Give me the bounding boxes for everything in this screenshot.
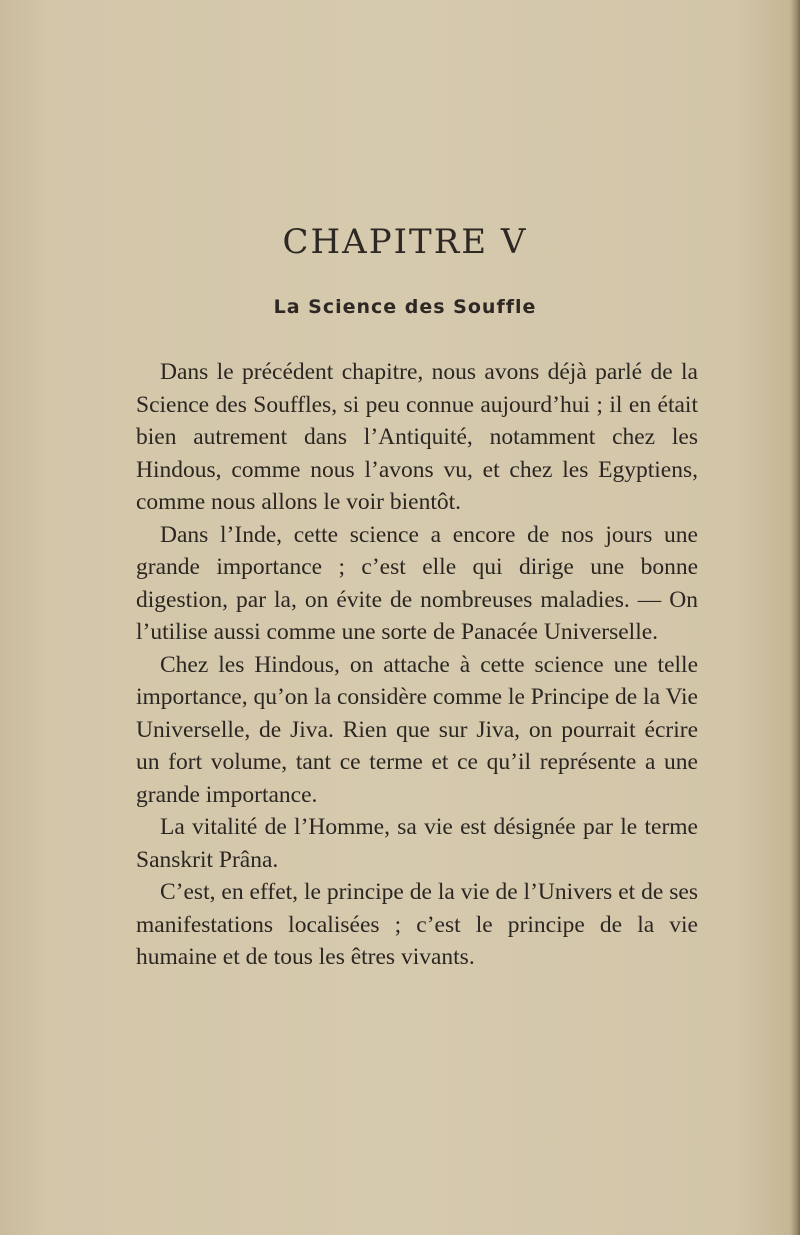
chapter-title: CHAPITRE V: [282, 222, 528, 262]
paragraph: Chez les Hindous, on attache à cette science une telle importance, qu’on la considère comme le Principe de la Vie Universelle, de Jiva. Rien que sur Jiva, on pourrait écrire un fort volume, tant ce terme et ce qu’il représente a une grande importance.: [136, 651, 698, 808]
paragraph: Dans l’Inde, cette science a encore de nos jours une grande importance ; c’est elle qui dirige une bonne digestion, par la, on évite de nombreuses maladies. — On l’utilise aussi comme une sorte de Panacée Universelle.: [136, 521, 698, 645]
paragraph: C’est, en effet, le principe de la vie de l’Univers et de ses manifestations localisées ; c’est le principe de la vie humaine et de tous les êtres vivants.: [136, 879, 698, 970]
page-edge-shadow: [790, 0, 800, 1235]
paragraph: Dans le précédent chapitre, nous avons déjà parlé de la Science des Souffles, si peu connue aujourd’hui ; il en était bien autrement dans l’Antiquité, notamment chez les Hindous, comme nous l’avons vu, et chez les Egyptiens, comme nous allons le voir bientôt.: [136, 359, 698, 515]
chapter-body: [136, 356, 698, 974]
paragraph: La vitalité de l’Homme, sa vie est désignée par le terme Sanskrit Prâna.: [136, 814, 698, 873]
section-title: La Science des Souffle: [273, 296, 537, 318]
